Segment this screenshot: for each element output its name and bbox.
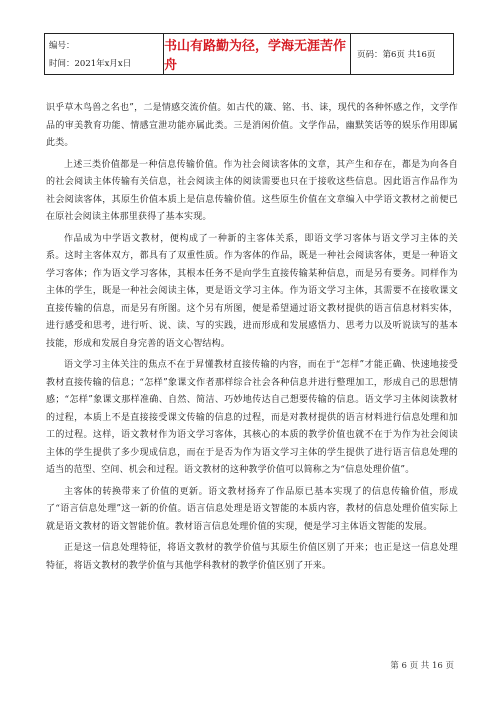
header-meta — [45, 34, 164, 74]
paragraph: 上述三类价值都是一种信息传输价值。作为社会阅读客体的文章，其产生和存在，都是为向各自的社会阅读主体传输有关信息，社会阅读主体的阅读需要也只在于接收这些信息。因此语言作品作为社会阅读客体，其原生价值本质上是信息传输价值。这些原生价值在文章编入中学语文教材之前便已在原社会阅读主体那里获得了基本实现。 — [46, 159, 458, 222]
page-footer: 第 6 页 共 16 页 — [390, 661, 454, 671]
document-body — [46, 100, 458, 575]
paragraph: 识乎草木鸟兽之名也”，二是情感交流价值。如古代的箴、铭、书、诔，现代的各种怀感之作，文学作品的审美教育功能、情感宣泄功能亦属此类。三是消闲价值。文学作品，幽默笑话等的娱乐作用即属此类。 — [46, 103, 458, 148]
number-label: 编号： — [49, 41, 75, 51]
time-label: 时间：2021年x月x日 — [49, 59, 132, 69]
paragraph: 作品成为中学语文教材，便构成了一种新的主客体关系，即语文学习客体与语文学习主体的关系。这时主客体双方，都具有了双重性质。作为客体的作品，既是一种社会阅读客体，更是一种语文学习客体；作为语文学习客体，其根本任务不是向学生直接传输某种信息，而是另有要务。同样作为主体的学生，既是一种社会阅读主体，更是语文学习主体。作为语文学习主体，其需要不在接收课文直接传输的信息，而是另有所图。这个另有所图，便是希望通过语文教材提供的语言信息材料实体，进行感受和思考，进行听、说、读、写的实践，进而形成和发展感悟力、思考力以及听说读写的基本技能，形成和发展自身完善的语文心智结构。 — [46, 233, 458, 349]
header-motto: 书山有路勤为径，学海无涯苦作舟 — [164, 34, 351, 74]
paragraph: 主客体的转换带来了价值的更新。语文教材扬弃了作品原已基本实现了的信息传输价值，形成了“语言信息处理”这一新的价值。语言信息处理是语文智能的本质内容，教材的信息处理价值实际上就是语文教材的语文智能价值。教材语言信息处理价值的实现，便是学习主体语文智能的发展。 — [46, 486, 458, 532]
paragraph: 语文学习主体关注的焦点不在于昇懂教材直接传输的内容，而在于“怎样”才能正确、快速地接受教材直接传输的信息；“怎样”象课文作者那样综合社会各种信息并进行整理加工，形成自己的思想情感；“怎样”象课文那样准确、自然、简洁、巧妙地传达自己想要传输的信息。语文学习主体阅读教材的过程，本质上不是直接接受课文传输的信息的过程，而是对教材提供的语言材料进行信息处理和加工的过程。这样，语文教材作为语文学习客体，其核心的本质的教学价值也就不在于为作为社会阅读主体的学生提供了多少现成信息，而在于是否为作为语文学习主体的学生提供了进行语言信息处理的适当的范型、空间、机会和过程。语文教材的这种教学价值可以简称之为“信息处理价值”。 — [46, 360, 458, 475]
header-page-info: 页码：第6页 共16页 — [357, 50, 436, 60]
page-header — [44, 33, 454, 75]
paragraph: 正是这一信息处理特征，将语文教材的教学价值与其原生价值区别了开来；也正是这一信息处理特征，将语文教材的教学价值与其他学科教材的教学价值区别了开来。 — [46, 543, 458, 571]
